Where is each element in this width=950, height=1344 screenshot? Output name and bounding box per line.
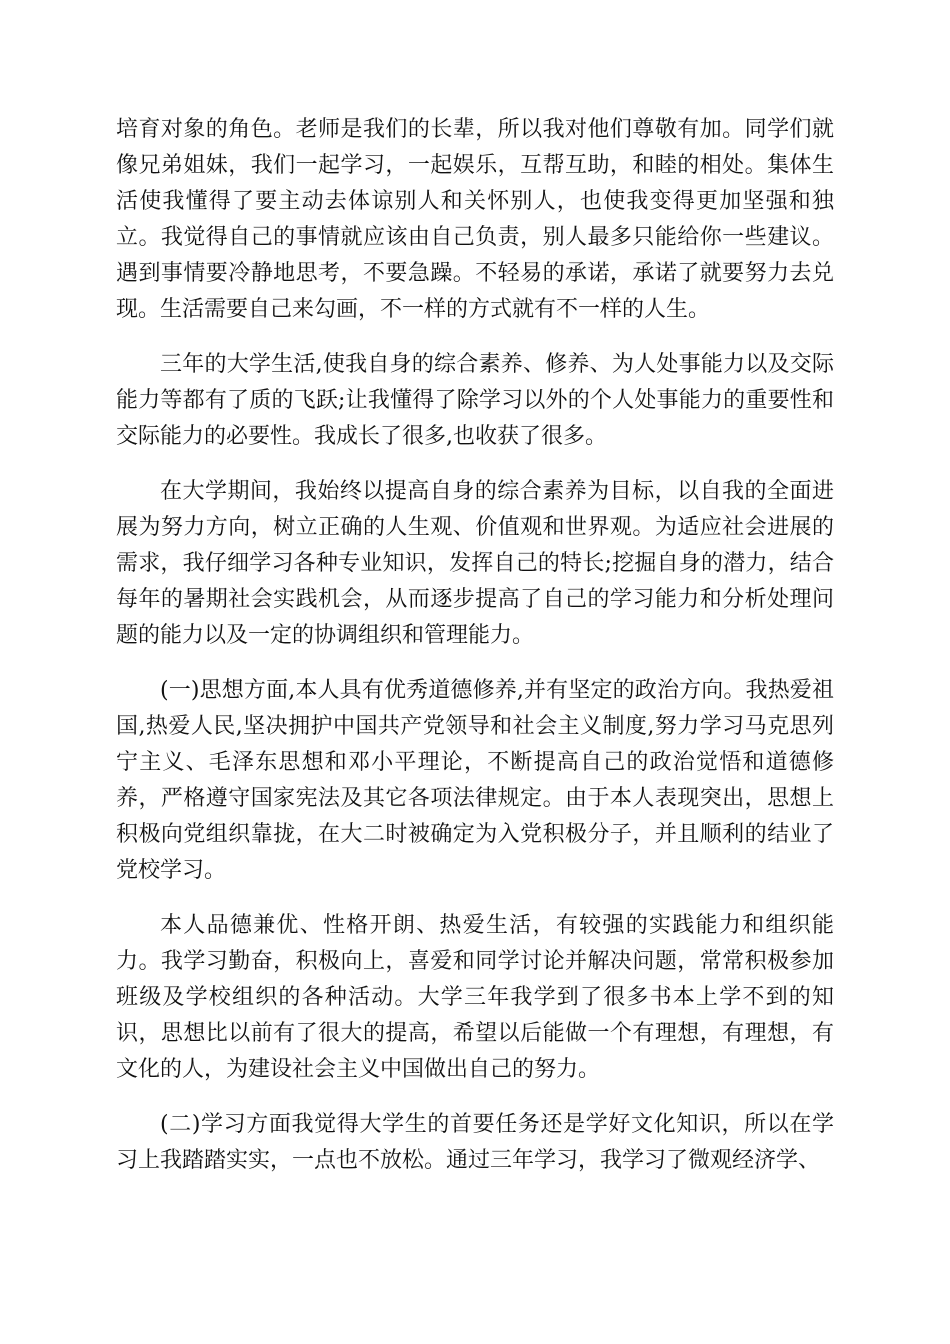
paragraph-6: (二)学习方面我觉得大学生的首要任务还是学好文化知识，所以在学习上我踏踏实实，一点也不放松。通过三年学习，我学习了微观经济学、 (116, 1112, 834, 1173)
paragraph-2: 三年的大学生活,使我自身的综合素养、修养、为人处事能力以及交际能力等都有了质的飞跃;让我懂得了除学习以外的个人处事能力的重要性和交际能力的必要性。我成长了很多,也收获了很多。 (116, 352, 834, 449)
paragraph-1: 培育对象的角色。老师是我们的长辈，所以我对他们尊敬有加。同学们就像兄弟姐妹，我们一起学习，一起娱乐，互帮互助，和睦的相处。集体生活使我懂得了要主动去体谅别人和关怀别人，也使我变得更加坚强和独立。我觉得自己的事情就应该由自己负责，别人最多只能给你一些建议。遇到事情要冷静地思考，不要急躁。不轻易的承诺，承诺了就要努力去兑现。生活需要自己来勾画，不一样的方式就有不一样的人生。 (116, 117, 834, 322)
paragraph-3: 在大学期间，我始终以提高自身的综合素养为目标，以自我的全面进展为努力方向，树立正确的人生观、价值观和世界观。为适应社会进展的需求，我仔细学习各种专业知识，发挥自己的特长;挖掘自身的潜力，结合每年的暑期社会实践机会，从而逐步提高了自己的学习能力和分析处理问题的能力以及一定的协调组织和管理能力。 (116, 479, 834, 648)
document-body (116, 112, 834, 1198)
paragraph-5: 本人品德兼优、性格开朗、热爱生活，有较强的实践能力和组织能力。我学习勤奋，积极向上，喜爱和同学讨论并解决问题，常常积极参加班级及学校组织的各种活动。大学三年我学到了很多书本上学不到的知识，思想比以前有了很大的提高，希望以后能做一个有理想，有理想，有文化的人，为建设社会主义中国做出自己的努力。 (116, 913, 834, 1082)
paragraph-4: (一)思想方面,本人具有优秀道德修养,并有坚定的政治方向。我热爱祖国,热爱人民,坚决拥护中国共产党领导和社会主义制度,努力学习马克思列宁主义、毛泽东思想和邓小平理论，不断提高自己的政治觉悟和道德修养，严格遵守国家宪法及其它各项法律规定。由于本人表现突出，思想上积极向党组织靠拢，在大二时被确定为入党积极分子，并且顺利的结业了党校学习。 (116, 678, 834, 883)
